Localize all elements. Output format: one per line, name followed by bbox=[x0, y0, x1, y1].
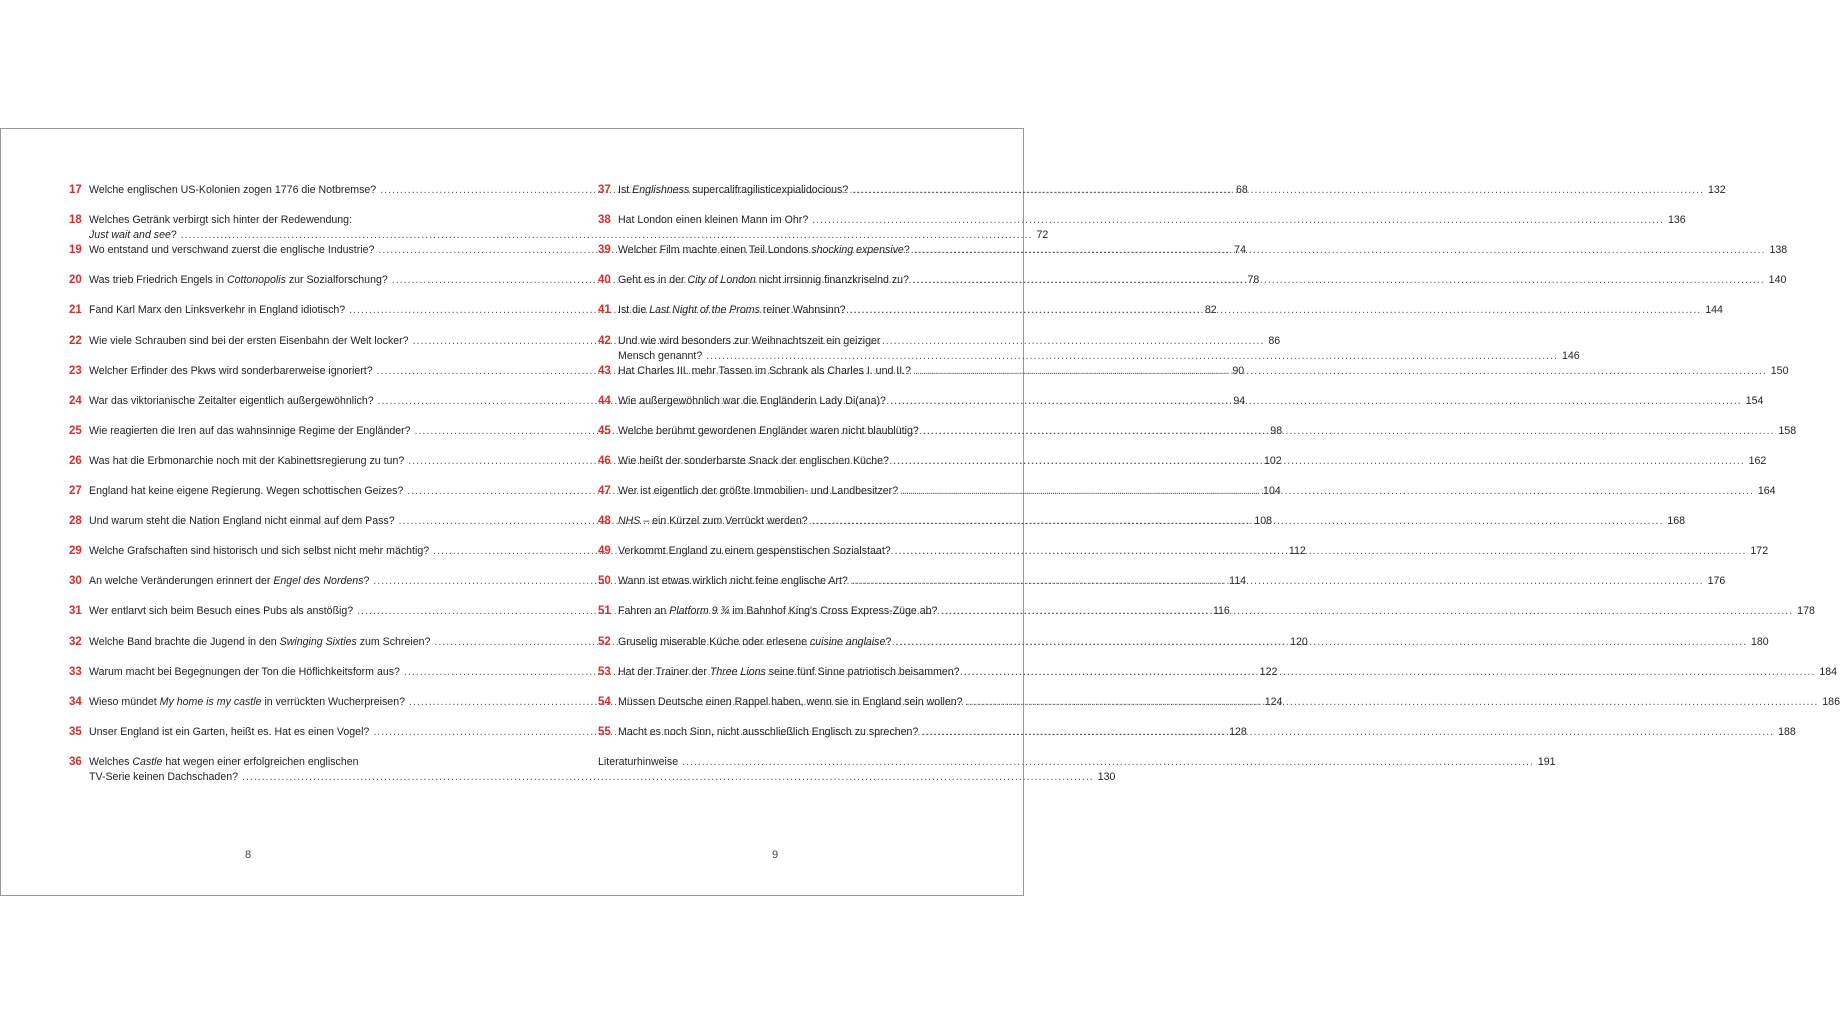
toc-text: supercalifragilisticexpialidocious? bbox=[689, 184, 849, 196]
chapter-title bbox=[89, 514, 395, 529]
toc-text: hat wegen einer erfolgreichen englischen bbox=[162, 755, 359, 768]
chapter-number: 24 bbox=[69, 394, 82, 407]
dot-leader bbox=[890, 394, 1742, 409]
toc-text: Was hat die Erbmonarchie noch mit der Kabinettsregierung zu tun? bbox=[89, 454, 405, 467]
toc-text: TV-Serie keinen Dachschaden? bbox=[89, 770, 238, 783]
dot-leader bbox=[895, 635, 1747, 650]
chapter-number: 27 bbox=[69, 485, 82, 497]
toc-text: Ist die bbox=[618, 304, 650, 317]
page-reference: 82 bbox=[1204, 304, 1217, 317]
page-reference: 86 bbox=[1268, 334, 1281, 347]
toc-entry-row bbox=[69, 755, 429, 770]
chapter-title bbox=[89, 574, 369, 589]
chapter-number: 46 bbox=[598, 454, 611, 467]
toc-text: Warum macht bei Begegnungen der Ton die Höflichkeitsform aus? bbox=[89, 665, 400, 678]
toc-text: Mensch genannt? bbox=[618, 349, 703, 362]
toc-entry[interactable] bbox=[598, 755, 1556, 770]
chapter-title bbox=[89, 213, 352, 228]
chapter-number: 43 bbox=[598, 364, 611, 377]
chapter-title bbox=[89, 303, 345, 318]
toc-text: Wer ist eigentlich der größte Immobilien- und Landbesitzer? bbox=[618, 485, 899, 497]
page-reference: 136 bbox=[1667, 214, 1686, 227]
toc-entry-row bbox=[598, 755, 1556, 770]
page-reference: 72 bbox=[1036, 229, 1049, 242]
chapter-title bbox=[89, 665, 400, 680]
toc-text: reiner Wahnsinn? bbox=[759, 304, 846, 317]
page-reference: 154 bbox=[1745, 394, 1764, 407]
toc-entry-row bbox=[598, 213, 1686, 228]
chapter-title bbox=[618, 273, 909, 288]
toc-text: Welche berühmt gewordenen Engländer waren nicht blaublütig? bbox=[618, 424, 919, 437]
chapter-number: 41 bbox=[598, 304, 611, 317]
page-reference: 122 bbox=[1259, 665, 1278, 678]
toc-text: Fand Karl Marx den Linksverkehr in England idiotisch? bbox=[89, 304, 346, 317]
dot-leader bbox=[893, 454, 1745, 469]
chapter-title bbox=[89, 364, 373, 379]
chapter-number: 21 bbox=[69, 304, 82, 317]
toc-italic-text: Platform 9 ¾ bbox=[669, 605, 730, 618]
page-reference: 188 bbox=[1778, 725, 1796, 738]
chapter-number: 44 bbox=[598, 394, 611, 407]
dot-leader bbox=[967, 695, 1819, 710]
chapter-number: 31 bbox=[69, 605, 82, 618]
toc-text: ? bbox=[170, 229, 177, 242]
chapter-title bbox=[618, 695, 963, 710]
chapter-number: 49 bbox=[598, 545, 611, 558]
page-reference: 132 bbox=[1708, 184, 1726, 196]
page-reference: 104 bbox=[1263, 485, 1281, 497]
chapter-title bbox=[618, 514, 808, 529]
toc-italic-text: Castle bbox=[132, 755, 163, 768]
toc-italic-text: Englishness bbox=[632, 184, 690, 196]
toc-entry-row bbox=[598, 334, 966, 349]
page-number-right: 9 bbox=[772, 849, 779, 861]
page-reference: 180 bbox=[1751, 635, 1769, 648]
page-reference: 98 bbox=[1270, 424, 1283, 437]
toc-text: War das viktorianische Zeitalter eigentlich außergewöhnlich? bbox=[89, 394, 374, 407]
dot-leader bbox=[914, 243, 1766, 258]
toc-text: Wie reagierten die Iren auf das wahnsinnige Regime der Engländer? bbox=[89, 424, 411, 437]
chapter-number: 22 bbox=[69, 334, 82, 347]
chapter-title bbox=[618, 183, 848, 198]
toc-text: Gruselig miserable Küche oder erlesene bbox=[618, 635, 810, 648]
page-reference: 120 bbox=[1290, 635, 1308, 648]
toc-text: – ein Kürzel zum Verrückt werden? bbox=[640, 515, 808, 528]
toc-text: Hat der Trainer der bbox=[618, 665, 710, 678]
chapter-title bbox=[618, 544, 891, 559]
toc-text: Wie außergewöhnlich war die Engländerin Lady Di(ana)? bbox=[618, 394, 886, 407]
toc-italic-text: shocking expensive bbox=[811, 244, 904, 257]
chapter-number: 42 bbox=[598, 334, 611, 347]
page-reference: 90 bbox=[1232, 364, 1245, 377]
page-reference: 112 bbox=[1288, 545, 1306, 558]
toc-text: Hat London einen kleinen Mann im Ohr? bbox=[618, 214, 809, 227]
chapter-number: 47 bbox=[598, 485, 611, 497]
toc-text: Und warum steht die Nation England nicht einmal auf dem Pass? bbox=[89, 515, 395, 528]
toc-text: in verrückten Wucherpreisen? bbox=[261, 695, 405, 708]
chapter-number: 53 bbox=[598, 665, 611, 678]
page-reference: 168 bbox=[1667, 515, 1686, 528]
dot-leader bbox=[852, 183, 1704, 198]
chapter-number: 54 bbox=[598, 695, 611, 708]
page-reference: 128 bbox=[1229, 725, 1247, 738]
dot-leader bbox=[913, 273, 1765, 288]
chapter-title bbox=[618, 454, 889, 469]
chapter-title-continuation bbox=[89, 770, 238, 785]
toc-text: Wie heißt der sonderbarste Snack der englischen Küche? bbox=[618, 454, 889, 467]
chapter-title bbox=[89, 544, 429, 559]
chapter-title bbox=[89, 604, 353, 619]
page-reference: 114 bbox=[1229, 575, 1246, 588]
toc-italic-text: Engel des Nordens bbox=[273, 575, 364, 588]
chapter-title bbox=[618, 303, 846, 318]
toc-italic-text: Three Lions bbox=[709, 665, 766, 678]
chapter-number: 17 bbox=[69, 184, 82, 196]
chapter-title bbox=[618, 213, 808, 228]
chapter-number: 23 bbox=[69, 364, 82, 377]
dot-leader bbox=[812, 213, 1664, 228]
chapter-title bbox=[618, 424, 919, 439]
chapter-title bbox=[618, 725, 918, 740]
chapter-title bbox=[618, 334, 880, 349]
page-number-left: 8 bbox=[245, 849, 252, 861]
chapter-number: 33 bbox=[69, 665, 82, 678]
page-reference: 74 bbox=[1234, 244, 1246, 257]
toc-text: Wie viele Schrauben sind bei der ersten Eisenbahn der Welt locker? bbox=[89, 334, 409, 347]
page-reference: 68 bbox=[1235, 184, 1248, 196]
toc-italic-text: My home is my castle bbox=[159, 695, 262, 708]
chapter-number: 20 bbox=[69, 274, 82, 287]
chapter-number: 35 bbox=[69, 725, 82, 738]
toc-text: seine fünf Sinne patriotisch beisammen? bbox=[765, 665, 960, 678]
chapter-number: 40 bbox=[598, 274, 611, 287]
chapter-number: 29 bbox=[69, 545, 82, 558]
toc-text: Welches Getränk verbirgt sich hinter der Redewendung: bbox=[89, 214, 353, 227]
page-reference: 164 bbox=[1757, 485, 1776, 497]
page-reference: 102 bbox=[1264, 454, 1282, 467]
page-reference: 162 bbox=[1748, 454, 1767, 467]
toc-text: Geht es in der bbox=[618, 274, 688, 287]
toc-text: Müssen Deutsche einen Rappel haben, wenn sie in England sein wollen? bbox=[618, 695, 963, 708]
toc-text: Macht es noch Sinn, nicht ausschließlich Englisch zu sprechen? bbox=[618, 725, 919, 738]
dot-leader bbox=[964, 665, 1816, 680]
page-reference: 178 bbox=[1797, 605, 1815, 618]
chapter-number: 32 bbox=[69, 635, 82, 648]
chapter-title bbox=[89, 635, 430, 650]
chapter-number: 37 bbox=[598, 184, 611, 196]
page-reference: 124 bbox=[1264, 695, 1283, 708]
chapter-title bbox=[89, 424, 411, 439]
toc-text: Wann ist etwas wirklich nicht feine englische Art? bbox=[618, 575, 848, 588]
dot-leader bbox=[902, 484, 1754, 499]
chapter-number: 19 bbox=[69, 244, 82, 257]
toc-italic-text: Cottonopolis bbox=[226, 274, 286, 287]
page-reference: 146 bbox=[1561, 349, 1580, 362]
chapter-title bbox=[618, 484, 898, 499]
chapter-title bbox=[618, 243, 910, 258]
page-reference: 158 bbox=[1778, 424, 1797, 437]
chapter-number: 26 bbox=[69, 454, 82, 467]
toc-italic-text: Swinging Sixties bbox=[279, 635, 357, 648]
dot-leader bbox=[850, 303, 1702, 318]
chapter-title bbox=[89, 334, 409, 349]
toc-text: ? bbox=[885, 635, 892, 648]
toc-italic-text: Just wait and see bbox=[89, 229, 171, 242]
dot-leader bbox=[706, 349, 1558, 364]
chapter-number: 48 bbox=[598, 515, 611, 528]
chapter-title bbox=[89, 243, 374, 258]
toc-text: Welches bbox=[89, 755, 133, 768]
chapter-number: 38 bbox=[598, 214, 611, 227]
page-reference: 184 bbox=[1819, 665, 1837, 678]
toc-text: Verkommt England zu einem gespenstischen Sozialstaat? bbox=[618, 545, 891, 558]
toc-text: Fahren an bbox=[618, 605, 670, 618]
chapter-title bbox=[89, 484, 403, 499]
toc-text: Wer entlarvt sich beim Besuch eines Pubs als anstößig? bbox=[89, 605, 354, 618]
toc-italic-text: cuisine anglaise bbox=[809, 635, 886, 648]
toc-text: Unser England ist ein Garten, heißt es. Hat es einen Vogel? bbox=[89, 725, 370, 738]
chapter-number: 50 bbox=[598, 575, 611, 588]
page-reference: 186 bbox=[1822, 695, 1840, 708]
toc-text: Ist bbox=[618, 184, 633, 196]
book-spread bbox=[0, 128, 1840, 896]
dot-leader bbox=[852, 574, 1704, 589]
toc-text: Welcher Film machte einen Teil Londons bbox=[618, 244, 812, 257]
toc-text: zur Sozialforschung? bbox=[285, 274, 388, 287]
toc-entry-row bbox=[69, 213, 429, 228]
page-reference: 176 bbox=[1707, 575, 1726, 588]
page-reference: 144 bbox=[1705, 304, 1723, 317]
toc-entry[interactable] bbox=[598, 213, 1686, 228]
chapter-number: 34 bbox=[69, 695, 82, 708]
toc-italic-text: NHS bbox=[618, 515, 641, 528]
chapter-title bbox=[89, 273, 388, 288]
toc-text: England hat keine eigene Regierung. Wegen schottischen Geizes? bbox=[89, 485, 404, 497]
chapter-number: 51 bbox=[598, 605, 611, 618]
toc-text: An welche Veränderungen erinnert der bbox=[89, 575, 274, 588]
chapter-title bbox=[89, 183, 376, 198]
chapter-title bbox=[89, 695, 405, 710]
chapter-number: 52 bbox=[598, 635, 611, 648]
page-reference: 116 bbox=[1212, 605, 1230, 618]
dot-leader bbox=[941, 604, 1793, 619]
chapter-title bbox=[618, 574, 848, 589]
toc-text: Wieso mündet bbox=[89, 695, 160, 708]
chapter-number: 25 bbox=[69, 424, 82, 437]
chapter-title bbox=[618, 635, 891, 650]
dot-leader bbox=[922, 725, 1774, 740]
chapter-number: 45 bbox=[598, 424, 611, 437]
chapter-title bbox=[89, 755, 359, 770]
toc-text: Wo entstand und verschwand zuerst die englische Industrie? bbox=[89, 244, 375, 257]
toc-text: im Bahnhof King's Cross Express-Züge ab? bbox=[729, 605, 938, 618]
toc-italic-text: City of London bbox=[687, 274, 756, 287]
toc-text: Was trieb Friedrich Engels in bbox=[89, 274, 227, 287]
chapter-title bbox=[598, 755, 678, 770]
chapter-title bbox=[618, 604, 937, 619]
toc-entry-continuation bbox=[598, 349, 1580, 364]
page-reference: 78 bbox=[1247, 274, 1260, 287]
chapter-title bbox=[89, 454, 404, 469]
chapter-number: 55 bbox=[598, 725, 611, 738]
page-reference: 150 bbox=[1770, 364, 1789, 377]
toc-text: zum Schreien? bbox=[356, 635, 431, 648]
toc-text: Literaturhinweise bbox=[598, 755, 679, 768]
chapter-title-continuation bbox=[618, 349, 702, 364]
dot-leader bbox=[923, 424, 1775, 439]
toc-text: Welche Grafschaften sind historisch und sich selbst nicht mehr mächtig? bbox=[89, 545, 430, 558]
toc-entry-continuation bbox=[69, 228, 1049, 243]
chapter-title bbox=[618, 394, 886, 409]
dot-leader bbox=[682, 755, 1534, 770]
page-reference: 138 bbox=[1769, 244, 1788, 257]
dot-leader bbox=[915, 364, 1767, 379]
dot-leader bbox=[895, 544, 1747, 559]
toc-text: nicht irrsinnig finanzkriselnd zu? bbox=[755, 274, 909, 287]
chapter-number: 39 bbox=[598, 244, 611, 257]
toc-text: Welche englischen US-Kolonien zogen 1776 die Notbremse? bbox=[89, 184, 377, 196]
chapter-number: 28 bbox=[69, 515, 82, 528]
toc-text: Welcher Erfinder des Pkws wird sonderbarerweise ignoriert? bbox=[89, 364, 373, 377]
chapter-title-continuation bbox=[89, 228, 177, 243]
page-reference: 172 bbox=[1750, 545, 1769, 558]
chapter-number: 30 bbox=[69, 575, 82, 588]
toc-entry-continuation bbox=[69, 770, 1116, 785]
toc-text: Und wie wird besonders zur Weihnachtszeit ein geiziger bbox=[618, 334, 881, 347]
page-reference: 191 bbox=[1537, 755, 1556, 768]
chapter-number: 36 bbox=[69, 755, 82, 768]
toc-text: Welche Band brachte die Jugend in den bbox=[89, 635, 280, 648]
dot-leader bbox=[812, 514, 1664, 529]
page-reference: 130 bbox=[1097, 770, 1116, 783]
toc-text: ? bbox=[903, 244, 910, 257]
toc-text: ? bbox=[363, 575, 370, 588]
chapter-title bbox=[618, 665, 960, 680]
chapter-number: 18 bbox=[69, 214, 82, 227]
page-reference: 140 bbox=[1768, 274, 1787, 287]
chapter-title bbox=[618, 364, 911, 379]
page-reference: 94 bbox=[1233, 394, 1246, 407]
chapter-title bbox=[89, 725, 369, 740]
chapter-title bbox=[89, 394, 374, 409]
toc-text: Hat Charles III. mehr Tassen im Schrank als Charles I. und II.? bbox=[618, 364, 912, 377]
page-reference: 108 bbox=[1254, 515, 1273, 528]
toc-italic-text: Last Night of the Proms bbox=[649, 304, 760, 317]
